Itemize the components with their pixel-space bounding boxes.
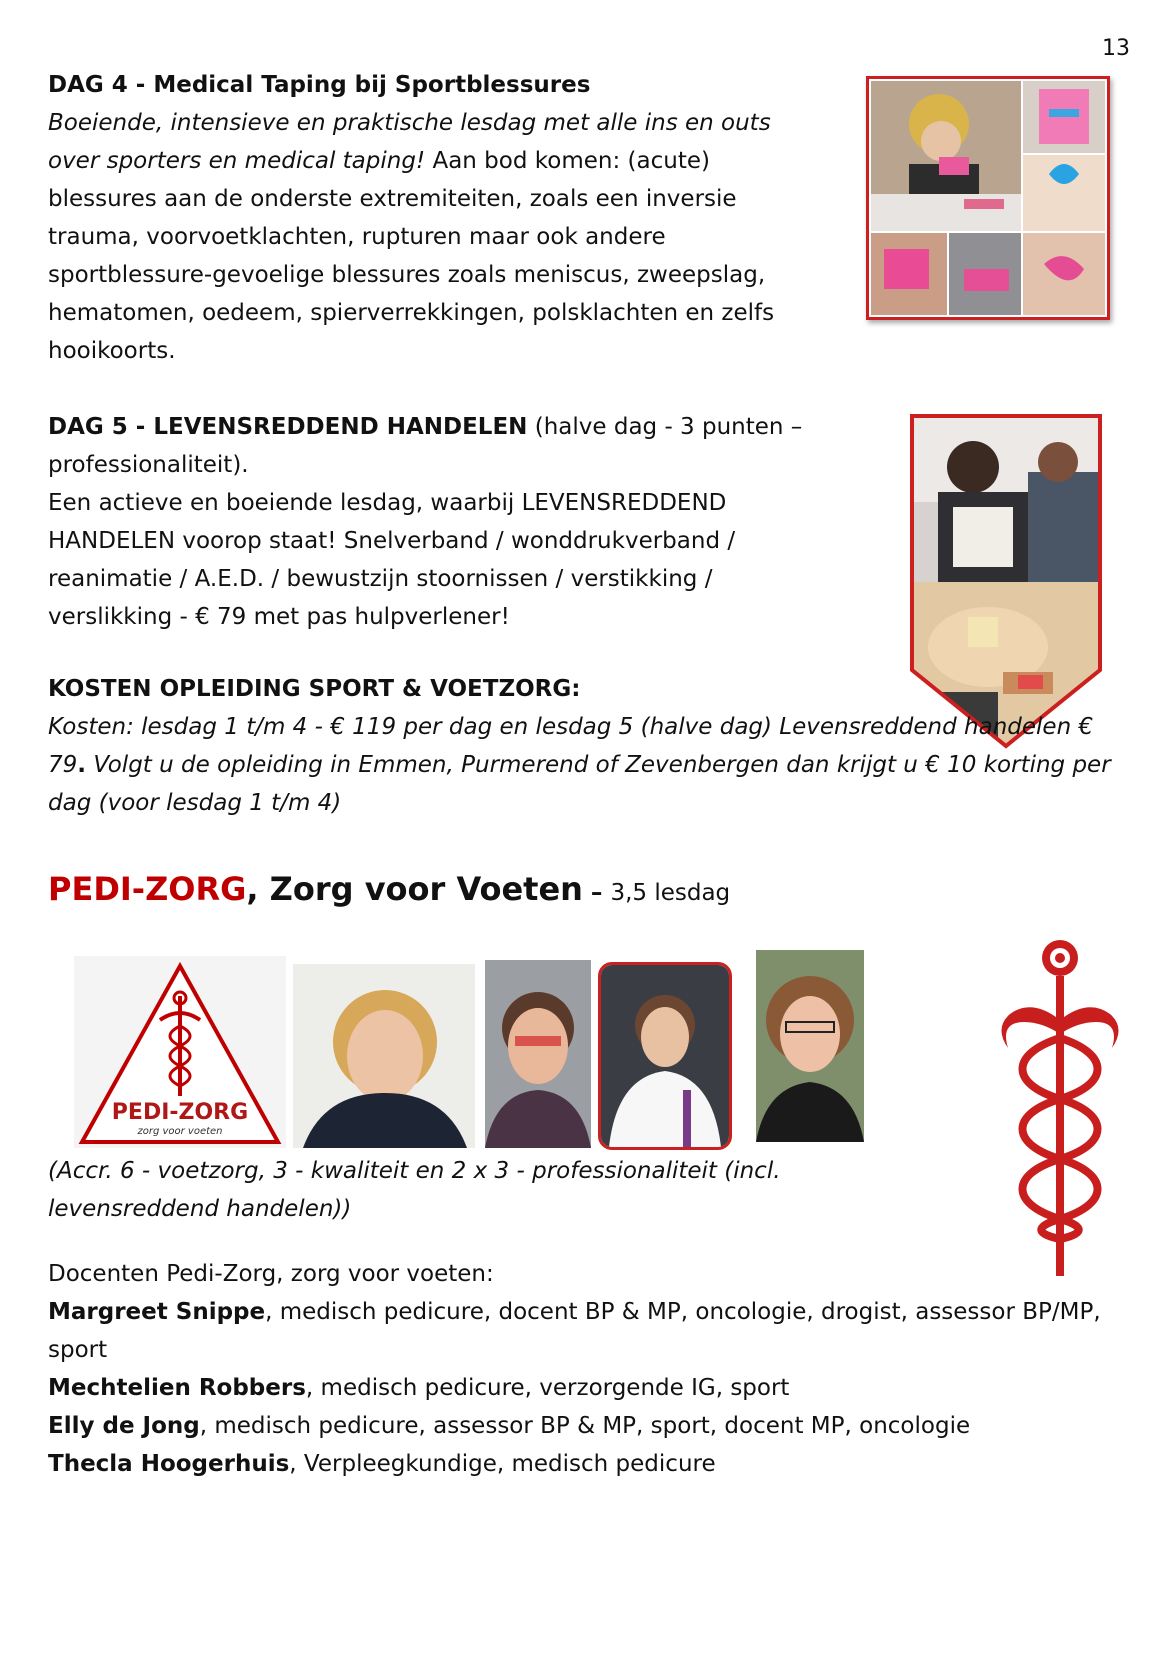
teachers-intro: Docenten Pedi-Zorg, zorg voor voeten:: [48, 1261, 494, 1287]
pedizorg-heading-red: PEDI-ZORG: [48, 870, 247, 908]
pedizorg-logo-subtext: zorg voor voeten: [137, 1126, 223, 1137]
teacher-entry: [48, 1293, 1128, 1369]
teacher-desc: , medisch pedicure, verzorgende IG, sport: [305, 1375, 790, 1401]
day5-section: [48, 408, 838, 636]
day4-intro: Boeiende, intensieve en praktische lesdag met alle ins en outs over sporters en medical taping!: [48, 110, 771, 174]
teacher-desc: , medisch pedicure, assessor BP & MP, sport, docent MP, oncologie: [199, 1413, 971, 1439]
teacher-name: Elly de Jong: [48, 1413, 200, 1439]
day5-body: Een actieve en boeiende lesdag, waarbij LEVENSREDDEND HANDELEN voorop staat! Snelverband / wonddrukverband / reanimatie / A.E.D. / bewustzijn stoornissen / verstikking / verslikking - € 79 met pas hulpverlener!: [48, 490, 736, 630]
teacher-photo-2: [485, 960, 591, 1148]
costs-section: [48, 670, 1138, 822]
teacher-photo-1: [293, 964, 475, 1148]
costs-line-b: Volgt u de opleiding in Emmen, Purmerend of Zevenbergen dan krijgt u € 10 korting per dag (voor lesdag 1 t/m 4): [48, 752, 1111, 816]
costs-line-a: Kosten: lesdag 1 t/m 4 - € 119 per dag en lesdag 5 (halve dag) Levensreddend handelen € 79: [48, 714, 1094, 778]
teacher-name: Mechtelien Robbers: [48, 1375, 306, 1401]
costs-title: KOSTEN OPLEIDING SPORT & VOETZORG:: [48, 676, 581, 702]
teacher-photo-3: [598, 962, 732, 1150]
teacher-name: Thecla Hoogerhuis: [48, 1451, 290, 1477]
pedizorg-heading: [48, 870, 730, 908]
page-number: 13: [1102, 36, 1130, 61]
teacher-name: Margreet Snippe: [48, 1299, 266, 1325]
day4-body: Aan bod komen: (acute) blessures aan de onderste extremiteiten, zoals een inversie trauma, voorvoetklachten, rupturen maar ook andere sportblessure-gevoelige blessures zoals meniscus, zweepslag, hematomen, oedeem, spierverrekkingen, polsklachten en zelfs hooikoorts.: [48, 148, 775, 364]
day4-title: DAG 4 - Medical Taping bij Sportblessures: [48, 72, 591, 98]
teachers-section: [48, 1255, 1128, 1483]
pedizorg-heading-small: 3,5 lesdag: [610, 880, 731, 906]
teacher-entry: [48, 1445, 1128, 1483]
teacher-photo-4: [756, 950, 864, 1142]
accreditation-section: [48, 1152, 928, 1228]
taping-collage-photo: [866, 76, 1110, 320]
caduceus-icon: [990, 934, 1130, 1280]
pedizorg-logo-text: PEDI-ZORG: [111, 1100, 249, 1125]
accreditation-text: (Accr. 6 - voetzorg, 3 - kwaliteit en 2 x 3 - professionaliteit (incl. levensreddend handelen)): [48, 1158, 781, 1222]
costs-dot: .: [77, 752, 87, 778]
day5-title-suffix: (halve dag - 3 punten – professionaliteit).: [48, 414, 803, 478]
teacher-desc: , Verpleegkundige, medisch pedicure: [289, 1451, 716, 1477]
teacher-entry: [48, 1369, 1128, 1407]
pedizorg-heading-rest: , Zorg voor Voeten: [246, 870, 583, 908]
pedizorg-logo-icon: [74, 956, 286, 1148]
teacher-entry: [48, 1407, 1128, 1445]
teacher-desc: , medisch pedicure, docent BP & MP, oncologie, drogist, assessor BP/MP, sport: [48, 1299, 1101, 1363]
day5-title: DAG 5 - LEVENSREDDEND HANDELEN: [48, 414, 528, 440]
day4-section: [48, 66, 788, 370]
pedizorg-heading-dash: –: [582, 880, 611, 906]
